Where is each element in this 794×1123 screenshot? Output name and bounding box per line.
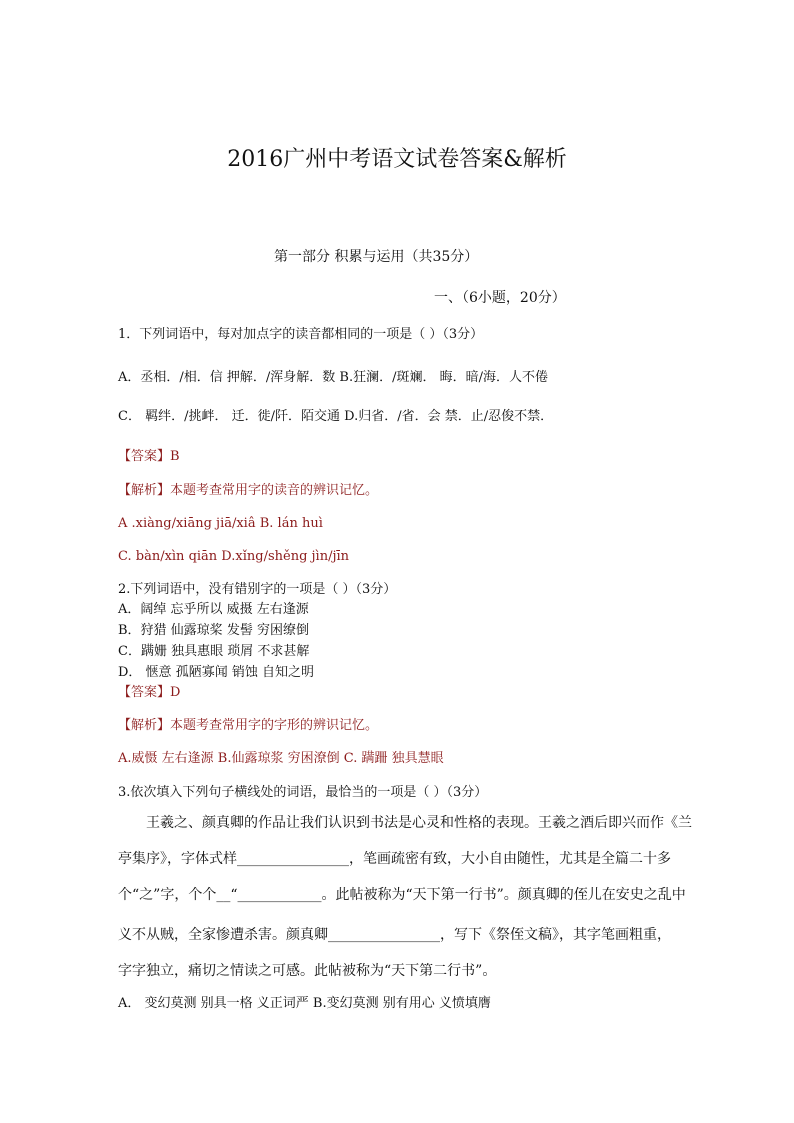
q3-paragraph-line-5: 字字独立，痛切之情读之可感。此帖被称为“天下第二行书”。 xyxy=(118,963,497,979)
q3-paragraph-line-2: 亭集序》，字体式样________________，笔画疏密有致，大小自由随性，尤其是全篇二十多 xyxy=(118,851,671,867)
q3-options-ab: A． 变幻莫测 别具一格 义正词严 B.变幻莫测 别有用心 义愤填膺 xyxy=(118,996,491,1011)
section-heading: 一、（6小题，20分） xyxy=(434,290,566,306)
q1-options-ab: A．丞相．/相．信 押解．/浑身解．数 B.狂澜．/斑斓． 晦．暗/海．人不倦 xyxy=(118,370,548,385)
q2-option-b: B．狩猎 仙露琼桨 发髻 穷困缭倒 xyxy=(118,623,309,638)
q1-stem: 1．下列词语中，每对加点字的读音都相同的一项是（ ）（3分） xyxy=(118,327,484,342)
q2-analysis: 【解析】本题考查常用字的字形的辨识记忆。 xyxy=(118,718,379,733)
q2-stem: 2.下列词语中，没有错别字的一项是（ ）（3分） xyxy=(118,582,397,597)
q3-paragraph-line-4: 义不从贼，全家惨遭杀害。颜真卿________________，写下《祭侄文稿》，其字笔画粗重， xyxy=(118,927,671,943)
q2-option-a: A．阔绰 忘乎所以 威摄 左右逢源 xyxy=(118,602,309,617)
q1-pinyin-line-1: A .xiàng/xiāng jiā/xiâ B. lán huì xyxy=(118,516,323,531)
q3-paragraph-line-3: 个“之”字，个个__“____________。此帖被称为“天下第一行书”。颜真卿的侄儿在安史之乱中 xyxy=(118,887,686,903)
q1-pinyin-line-2: C. bàn/xìn qiān D.xǐng/shěng jìn/jīn xyxy=(118,549,350,564)
q1-answer: 【答案】B xyxy=(118,449,180,464)
q1-analysis: 【解析】本题考查常用字的读音的辨识记忆。 xyxy=(118,483,379,498)
q2-option-c: C．蹒姗 独具惠眼 琐屑 不求甚解 xyxy=(118,644,310,659)
q3-stem: 3.依次填入下列句子横线处的词语，最恰当的一项是（ ）（3分） xyxy=(118,785,488,800)
q3-paragraph-line-1: 王羲之、颜真卿的作品让我们认识到书法是心灵和性格的表现。王羲之酒后即兴而作《兰 xyxy=(146,815,692,831)
q1-options-cd: C． 羁绊．/挑衅． 迁．徙/阡．陌交通 D.归省．/省．会 禁．止/忍俊不禁． xyxy=(118,409,554,424)
q2-answer: 【答案】D xyxy=(118,685,181,700)
q2-correction: A.威慑 左右逢源 B.仙露琼浆 穷困潦倒 C. 蹒跚 独具慧眼 xyxy=(118,751,444,766)
q2-option-d: D． 惬意 孤陋寡闻 销蚀 自知之明 xyxy=(118,665,314,680)
page-title: 2016广州中考语文试卷答案&解析 xyxy=(227,147,567,172)
part-heading: 第一部分 积累与运用（共35分） xyxy=(274,249,479,265)
